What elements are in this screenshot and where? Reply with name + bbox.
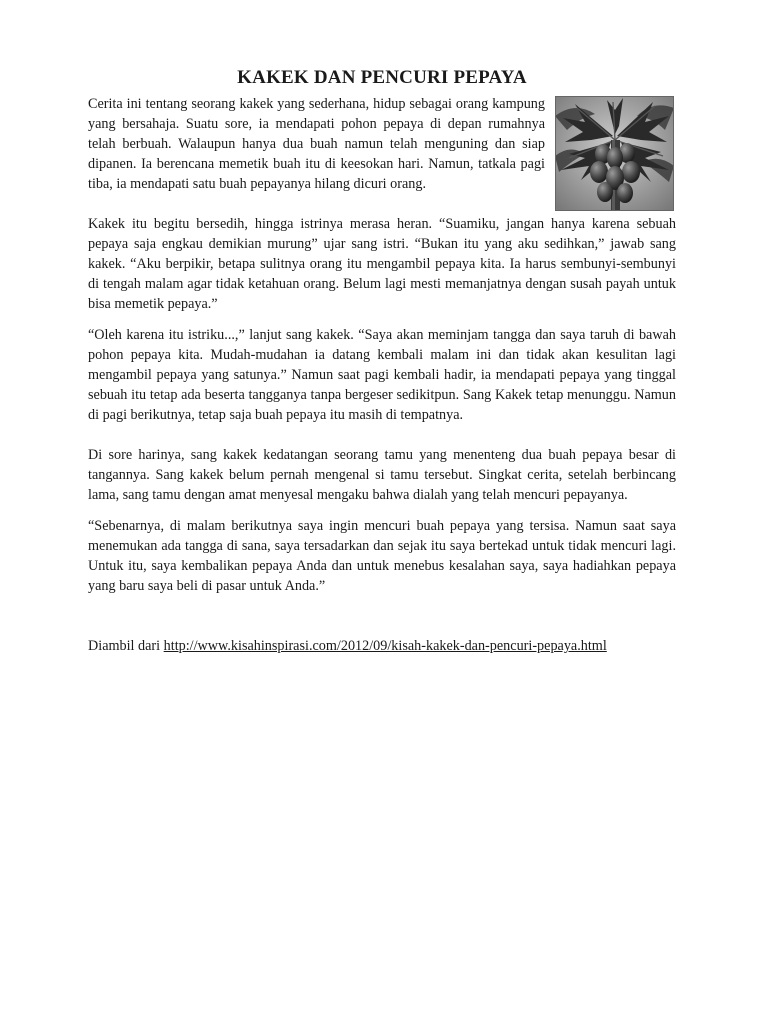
source-citation	[88, 636, 676, 656]
document-page	[88, 66, 676, 656]
paragraph-2: Kakek itu begitu bersedih, hingga istrinya merasa heran. “Suamiku, jangan hanya karena sebuah pepaya saja engkau demikian murung” ujar sang istri. “Bukan itu yang aku sedihkan,” jawab sang kakek. “Aku berpikir, betapa sulitnya orang itu mengambil pepaya kita. Ia harus sembunyi-sembunyi di tengah malam agar tidak ketahuan orang. Belum lagi mesti memanjatnya dengan susah payah untuk bisa memetik pepaya.”	[88, 216, 676, 312]
source-prefix: Diambil dari	[88, 638, 164, 654]
document-title: KAKEK DAN PENCURI PEPAYA	[237, 67, 527, 88]
paragraph-1: Cerita ini tentang seorang kakek yang sederhana, hidup sebagai orang kampung yang bersahaja. Suatu sore, ia mendapati pohon pepaya di depan rumahnya telah berbuah. Walaupun hanya dua buah namun telah menguning dan siap dipanen. Ia berencana memetik buah itu di keesokan hari. Namun, tatkala pagi tiba, ia mendapati satu buah pepayanya hilang dicuri orang.	[88, 96, 545, 192]
papaya-tree-photo	[555, 96, 674, 211]
source-link[interactable]: http://www.kisahinspirasi.com/2012/09/kisah-kakek-dan-pencuri-pepaya.html	[163, 638, 607, 654]
intro-section	[88, 94, 676, 214]
paragraph-5: “Sebenarnya, di malam berikutnya saya ingin mencuri buah pepaya yang tersisa. Namun saat saya menemukan ada tangga di sana, saya tersadarkan dan sejak itu saya bertekad untuk tidak mencuri lagi. Untuk itu, saya kembalikan pepaya Anda dan untuk menebus kesalahan saya, saya hadiahkan pepaya yang baru saya beli di pasar untuk Anda.”	[88, 518, 676, 594]
paragraph-4: Di sore harinya, sang kakek kedatangan seorang tamu yang menenteng dua buah pepaya besar di tangannya. Sang kakek belum pernah mengenal si tamu tersebut. Singkat cerita, setelah berbincang lama, sang tamu dengan amat menyesal mengaku bahwa dialah yang telah mencuri pepayanya.	[88, 447, 676, 503]
paragraph-3: “Oleh karena itu istriku...,” lanjut sang kakek. “Saya akan meminjam tangga dan saya taruh di bawah pohon pepaya kita. Mudah-mudahan ia datang kembali malam ini dan tidak akan kesulitan lagi mengambil pepaya yang satunya.” Namun saat pagi kembali hadir, ia mendapati pepaya yang tinggal sebuah itu tetap ada beserta tangganya tanpa bergeser sedikitpun. Sang Kakek tetap menunggu. Namun di pagi berikutnya, tetap saja buah pepaya itu masih di tempatnya.	[88, 327, 676, 423]
